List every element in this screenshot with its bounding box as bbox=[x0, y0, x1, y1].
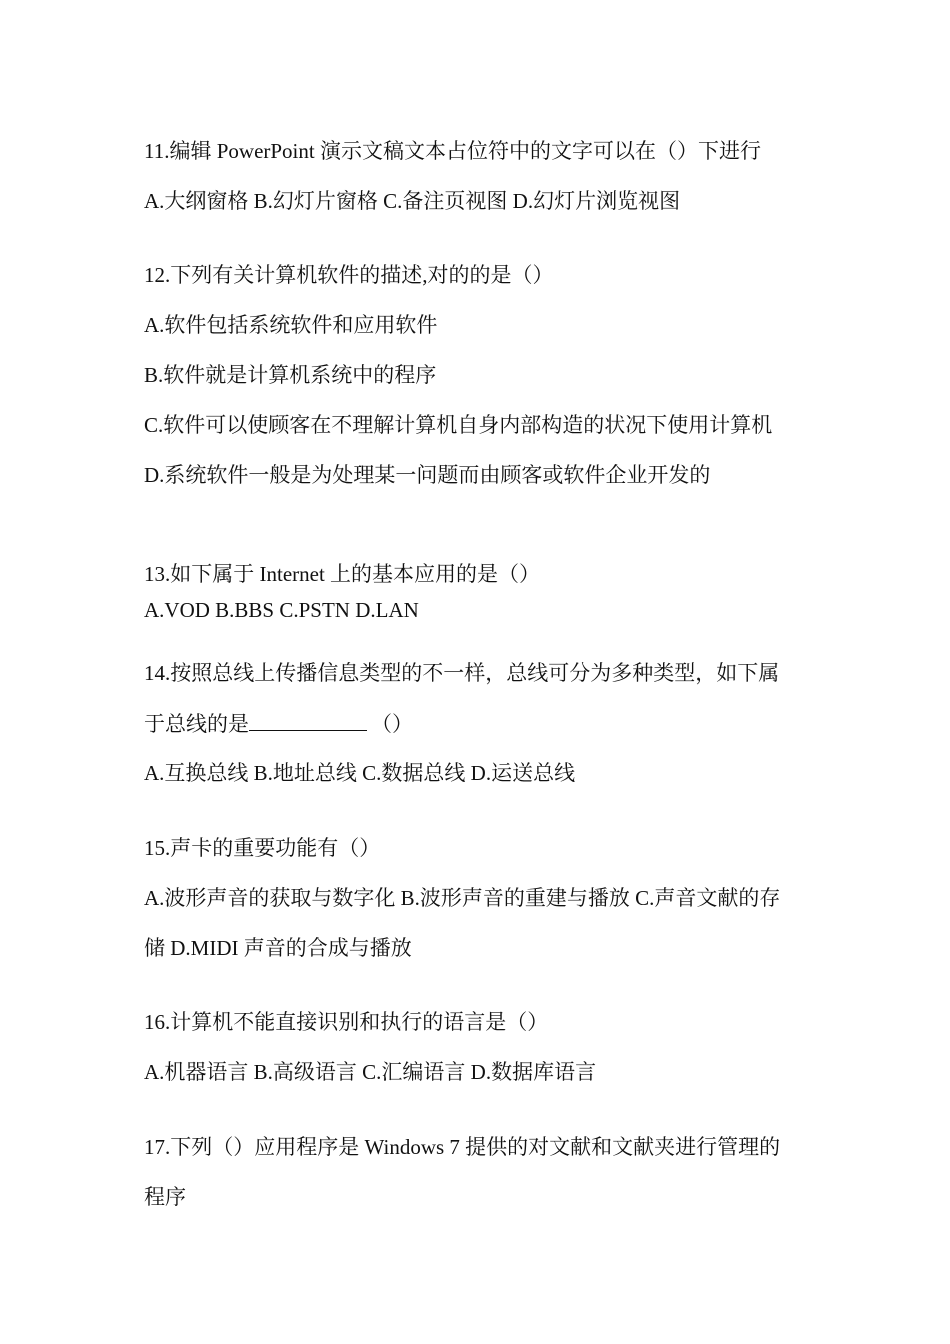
question-15-options-line1: A.波形声音的获取与数字化 B.波形声音的重建与播放 C.声音文献的存 bbox=[144, 886, 781, 910]
question-14-options: A.互换总线 B.地址总线 C.数据总线 D.运送总线 bbox=[144, 761, 576, 785]
question-13-stem: 13.如下属于 Internet 上的基本应用的是（） bbox=[144, 562, 541, 586]
question-11-stem: 11.编辑 PowerPoint 演示文稿文本占位符中的文字可以在（）下进行 bbox=[144, 139, 761, 163]
question-12-option-a: A.软件包括系统软件和应用软件 bbox=[144, 313, 438, 337]
question-14-stem-prefix: 于总线的是 bbox=[144, 712, 249, 736]
question-15-options-line2: 储 D.MIDI 声音的合成与播放 bbox=[144, 936, 412, 960]
question-16-options: A.机器语言 B.高级语言 C.汇编语言 D.数据库语言 bbox=[144, 1060, 597, 1084]
question-12-option-d: D.系统软件一般是为处理某一问题而由顾客或软件企业开发的 bbox=[144, 463, 711, 487]
question-11-options: A.大纲窗格 B.幻灯片窗格 C.备注页视图 D.幻灯片浏览视图 bbox=[144, 189, 681, 213]
question-14-stem-line2 bbox=[144, 710, 413, 737]
question-14-stem-suffix: （） bbox=[371, 712, 413, 736]
question-17-stem-line2: 程序 bbox=[144, 1185, 186, 1209]
question-12-option-c: C.软件可以使顾客在不理解计算机自身内部构造的状况下使用计算机 bbox=[144, 413, 773, 437]
question-12-stem: 12.下列有关计算机软件的描述,对的的是（） bbox=[144, 263, 554, 287]
question-13-options: A.VOD B.BBS C.PSTN D.LAN bbox=[144, 598, 419, 622]
question-17-stem-line1: 17.下列（）应用程序是 Windows 7 提供的对文献和文献夹进行管理的 bbox=[144, 1135, 781, 1159]
question-15-stem: 15.声卡的重要功能有（） bbox=[144, 836, 381, 860]
question-14-stem-line1: 14.按照总线上传播信息类型的不一样，总线可分为多种类型，如下属 bbox=[144, 661, 780, 685]
question-16-stem: 16.计算机不能直接识别和执行的语言是（） bbox=[144, 1010, 549, 1034]
answer-blank bbox=[249, 710, 367, 731]
question-12-option-b: B.软件就是计算机系统中的程序 bbox=[144, 363, 437, 387]
